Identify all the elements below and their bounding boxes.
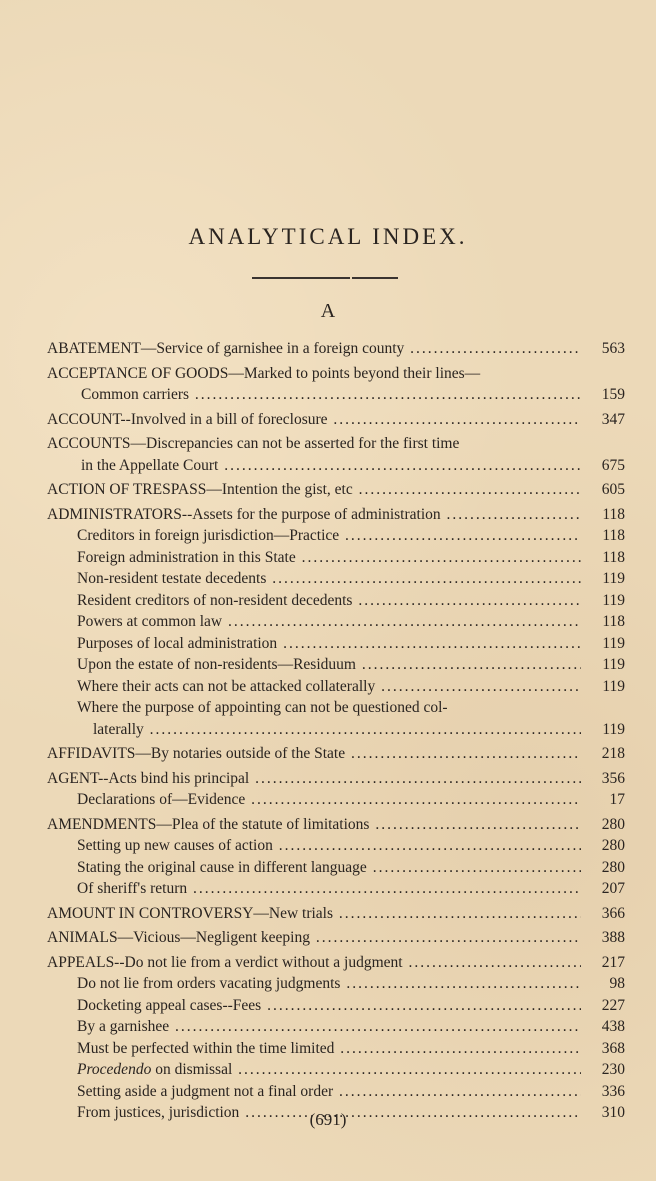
entry-page-number: 563 xyxy=(601,340,625,357)
index-subentry xyxy=(47,590,627,612)
entry-page-number: 280 xyxy=(601,858,625,876)
entry-line xyxy=(47,927,581,949)
index-entry xyxy=(47,768,627,790)
index-subentry xyxy=(47,857,627,879)
entry-page-number: 366 xyxy=(601,904,625,922)
entry-text xyxy=(47,995,581,1017)
entry-line xyxy=(77,590,581,612)
entry-line xyxy=(77,1081,581,1103)
index-subentry xyxy=(47,547,627,569)
entry-line xyxy=(47,504,581,526)
entry-heading xyxy=(77,975,581,992)
index-entry xyxy=(47,814,627,836)
entry-text xyxy=(47,363,581,406)
entry-heading xyxy=(77,837,581,854)
entry-heading xyxy=(47,340,581,357)
entry-text xyxy=(47,927,581,949)
entry-heading-text: Upon the estate of non-residents—Residuum xyxy=(77,656,356,673)
entry-text xyxy=(47,504,581,526)
entry-heading-text: Creditors in foreign jurisdiction—Practice xyxy=(77,527,340,544)
entry-page-number: 438 xyxy=(601,1018,625,1035)
entry-heading xyxy=(77,635,581,652)
entry-line xyxy=(47,814,581,836)
entry-page-number: 98 xyxy=(609,975,625,992)
entry-heading-text: Do not lie from orders vacating judgments xyxy=(77,975,341,992)
entry-heading xyxy=(77,859,581,876)
entry-heading-text: ACCEPTANCE OF GOODS—Marked to points beyond their lines— xyxy=(47,364,481,382)
entry-heading xyxy=(77,880,581,897)
index-subentry xyxy=(47,1016,627,1038)
entry-text xyxy=(47,768,581,790)
entry-page-number: 119 xyxy=(602,656,625,673)
index-entry xyxy=(47,409,627,431)
entry-page-number: 218 xyxy=(601,745,625,762)
entry-page-number: 119 xyxy=(602,677,625,695)
entry-page-number: 119 xyxy=(602,570,625,587)
entry-heading-text: ACCOUNTS—Discrepancies can not be asserted for the first time xyxy=(47,435,460,452)
entry-line xyxy=(47,768,581,790)
entry-heading-text: Common carriers xyxy=(81,386,190,403)
entry-text xyxy=(47,654,581,676)
entry-heading-text: By a garnishee xyxy=(77,1018,170,1035)
entry-text xyxy=(47,611,581,633)
entry-line xyxy=(77,878,581,900)
entry-line xyxy=(47,433,581,455)
entry-text xyxy=(47,338,581,360)
entry-line xyxy=(77,995,581,1017)
entry-line xyxy=(47,743,581,765)
entry-heading-text: ACTION OF TRESPASS—Intention the gist, etc xyxy=(47,481,353,498)
entry-line xyxy=(77,633,581,655)
entry-page-number: 347 xyxy=(601,410,625,428)
entry-heading xyxy=(81,386,581,403)
entry-heading xyxy=(93,721,581,738)
entry-line xyxy=(77,547,581,569)
entry-line xyxy=(47,363,581,385)
index-entry xyxy=(47,338,627,360)
entry-page-number: 207 xyxy=(601,880,625,897)
entry-heading-text: on dismissal xyxy=(151,1061,233,1078)
entry-page-number: 17 xyxy=(609,791,625,808)
entry-heading-text: Purposes of local administration xyxy=(77,634,278,652)
entry-text xyxy=(47,433,581,476)
entry-line xyxy=(77,1016,581,1038)
entry-page-number: 118 xyxy=(602,527,625,544)
entry-heading xyxy=(47,770,581,787)
entry-heading xyxy=(47,481,581,498)
index-subentry xyxy=(47,697,627,740)
entry-page-number: 388 xyxy=(601,929,625,946)
entry-heading xyxy=(77,1061,581,1078)
entry-heading-text: Stating the original cause in different language xyxy=(77,858,367,876)
entry-page-number: 217 xyxy=(601,953,625,971)
entry-heading-text: AMOUNT IN CONTROVERSY—New trials xyxy=(47,904,334,922)
entry-text xyxy=(47,479,581,501)
entry-page-number: 356 xyxy=(601,769,625,787)
entry-heading-text: laterally xyxy=(93,720,144,738)
entry-text xyxy=(47,857,581,879)
entry-line xyxy=(47,903,581,925)
entry-page-number: 119 xyxy=(602,591,625,609)
entry-line xyxy=(77,789,581,811)
entry-text xyxy=(47,590,581,612)
divider-gap xyxy=(350,277,352,279)
entry-line xyxy=(47,409,581,431)
entry-heading xyxy=(77,592,581,609)
entry-line xyxy=(77,654,581,676)
entry-heading-text: Must be perfected within the time limited xyxy=(77,1039,335,1057)
entry-heading-text: Where their acts can not be attacked collaterally xyxy=(77,677,376,695)
index-subentry xyxy=(47,633,627,655)
index-subentry xyxy=(47,878,627,900)
entry-text xyxy=(47,568,581,590)
entry-text xyxy=(47,1038,581,1060)
entry-text xyxy=(47,973,581,995)
index-subentry xyxy=(47,568,627,590)
entry-text xyxy=(47,814,581,836)
entry-page-number: 119 xyxy=(602,720,625,738)
index-subentry xyxy=(47,995,627,1017)
entry-heading xyxy=(81,457,581,474)
entry-line xyxy=(77,857,581,879)
entry-continuation-line xyxy=(77,719,581,741)
entry-heading-text: in the Appellate Court xyxy=(81,456,219,474)
entry-heading-text: AGENT--Acts bind his principal xyxy=(47,769,250,787)
entry-heading-text: Where the purpose of appointing can not be questioned col- xyxy=(77,699,448,716)
entry-heading xyxy=(77,1018,581,1035)
index-subentry xyxy=(47,654,627,676)
index-subentry xyxy=(47,789,627,811)
entry-line xyxy=(77,568,581,590)
entry-page-number: 368 xyxy=(601,1039,625,1057)
entry-heading xyxy=(47,365,480,382)
page-number: (691) xyxy=(309,1110,347,1129)
entry-text xyxy=(47,1059,581,1081)
entry-page-number: 280 xyxy=(601,815,625,833)
index-entry xyxy=(47,433,627,476)
entry-text xyxy=(47,676,581,698)
entry-line xyxy=(77,973,581,995)
entry-heading xyxy=(77,997,581,1014)
entry-text xyxy=(47,743,581,765)
entry-line xyxy=(77,611,581,633)
entry-line xyxy=(47,479,581,501)
entry-heading-text: AFFIDAVITS—By notaries outside of the State xyxy=(47,745,346,762)
entry-heading-text: Declarations of—Evidence xyxy=(77,791,246,808)
page-title: ANALYTICAL INDEX. xyxy=(188,224,468,249)
entry-text xyxy=(47,633,581,655)
entry-page-number: 280 xyxy=(601,837,625,854)
index-entry xyxy=(47,952,627,974)
index-entry xyxy=(47,479,627,501)
entry-heading xyxy=(77,1040,581,1057)
entry-heading xyxy=(77,678,581,695)
entry-page-number: 605 xyxy=(601,481,625,498)
entry-italic-term: Procedendo xyxy=(77,1061,152,1078)
entry-heading-text: Docketing appeal cases--Fees xyxy=(77,996,262,1014)
entry-page-number: 675 xyxy=(601,456,625,474)
entry-continuation-line xyxy=(47,384,581,406)
entry-line xyxy=(77,676,581,698)
entry-heading xyxy=(47,816,581,833)
entry-heading-text: Setting aside a judgment not a final order xyxy=(77,1082,334,1100)
entry-page-number: 230 xyxy=(601,1061,625,1078)
entry-text xyxy=(47,878,581,900)
index-entry xyxy=(47,927,627,949)
entry-heading xyxy=(47,506,581,523)
entry-heading xyxy=(47,954,581,971)
entry-heading xyxy=(77,549,581,566)
entry-heading-text: Foreign administration in this State xyxy=(77,548,296,566)
entry-line xyxy=(77,697,581,719)
entry-line xyxy=(77,835,581,857)
entry-text xyxy=(47,1081,581,1103)
index-entry xyxy=(47,504,627,526)
entry-text xyxy=(47,525,581,547)
entry-heading xyxy=(47,905,581,922)
entry-heading xyxy=(77,527,581,544)
entry-heading xyxy=(77,656,581,673)
entry-page-number: 118 xyxy=(602,548,625,566)
entry-heading-text: Of sheriff's return xyxy=(77,880,188,897)
entry-heading-text: From justices, jurisdiction xyxy=(77,1104,240,1121)
entry-page-number: 118 xyxy=(602,613,625,630)
entry-line xyxy=(47,338,581,360)
index-subentry xyxy=(47,1038,627,1060)
entry-heading xyxy=(47,745,581,762)
index-entry xyxy=(47,903,627,925)
entry-heading xyxy=(77,570,581,587)
entry-heading xyxy=(77,791,581,808)
index-entries xyxy=(47,335,627,1124)
index-subentry xyxy=(47,973,627,995)
entry-heading xyxy=(77,613,581,630)
index-entry xyxy=(47,743,627,765)
entry-page-number: 310 xyxy=(601,1104,625,1121)
entry-heading xyxy=(47,411,581,428)
entry-page-number: 118 xyxy=(602,505,625,523)
index-subentry xyxy=(47,1059,627,1081)
entry-text xyxy=(47,789,581,811)
entry-heading xyxy=(47,929,581,946)
entry-line xyxy=(77,1038,581,1060)
entry-heading xyxy=(47,435,459,452)
entry-heading-text: ABATEMENT—Service of garnishee in a foreign county xyxy=(47,340,405,357)
index-entry xyxy=(47,363,627,406)
entry-page-number: 336 xyxy=(601,1082,625,1100)
title-divider xyxy=(252,277,398,279)
entry-page-number: 159 xyxy=(601,386,625,403)
entry-line xyxy=(47,952,581,974)
entry-heading-text: Setting up new causes of action xyxy=(77,837,273,854)
entry-heading-text: Non-resident testate decedents xyxy=(77,570,267,587)
entry-text xyxy=(47,1016,581,1038)
index-subentry xyxy=(47,676,627,698)
entry-heading-text: APPEALS--Do not lie from a verdict without a judgment xyxy=(47,953,403,971)
entry-text xyxy=(47,409,581,431)
entry-heading-text: Powers at common law xyxy=(77,613,223,630)
entry-text xyxy=(47,903,581,925)
entry-page-number: 119 xyxy=(602,634,625,652)
entry-heading-text: ACCOUNT--Involved in a bill of foreclosure xyxy=(47,410,328,428)
entry-text xyxy=(47,952,581,974)
entry-page-number: 227 xyxy=(601,996,625,1014)
entry-text xyxy=(47,547,581,569)
entry-heading xyxy=(77,699,448,716)
entry-text xyxy=(47,697,581,740)
index-subentry xyxy=(47,1081,627,1103)
entry-heading xyxy=(77,1083,581,1100)
entry-continuation-line xyxy=(47,455,581,477)
index-subentry xyxy=(47,835,627,857)
entry-heading-text: AMENDMENTS—Plea of the statute of limitations xyxy=(47,815,370,833)
entry-heading-text: ANIMALS—Vicious—Negligent keeping xyxy=(47,929,310,946)
entry-line xyxy=(77,1059,581,1081)
entry-line xyxy=(77,525,581,547)
index-subentry xyxy=(47,611,627,633)
entry-heading-text: Resident creditors of non-resident decedents xyxy=(77,591,353,609)
entry-text xyxy=(47,835,581,857)
section-letter: A xyxy=(320,300,336,322)
index-subentry xyxy=(47,525,627,547)
entry-heading-text: ADMINISTRATORS--Assets for the purpose of administration xyxy=(47,505,441,523)
